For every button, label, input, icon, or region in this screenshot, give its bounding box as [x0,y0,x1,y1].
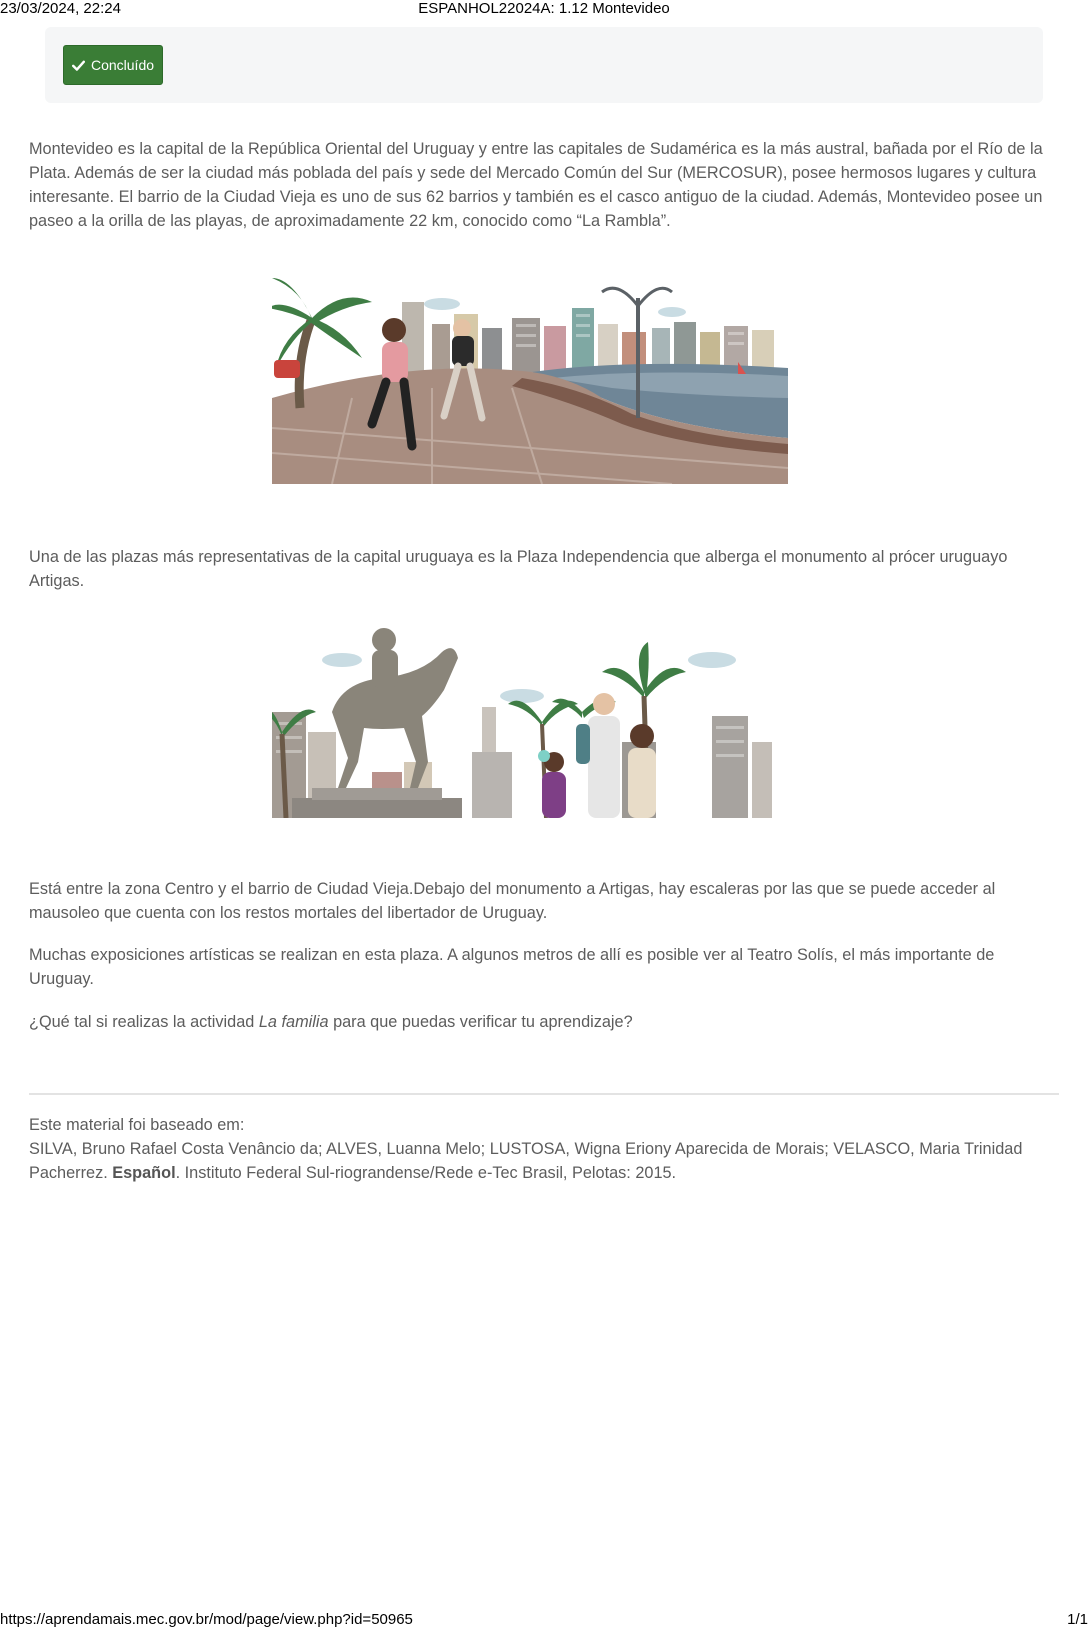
paragraph-intro [29,137,1059,233]
completed-label: Concluído [90,57,155,73]
paragraph-exhibitions [29,943,1059,991]
paragraph-location [29,877,1059,925]
completed-button[interactable] [63,45,163,85]
print-page-number: 1/1 [1067,1611,1088,1628]
plaza-independencia-illustration [272,612,788,818]
paragraph-text: Una de las plazas más representativas de la capital uruguaya es la Plaza Independencia que alberga el monumento al prócer uruguayo Artigas. [29,548,1008,590]
completion-panel [45,27,1043,103]
print-title: ESPANHOL22024A: 1.12 Montevideo [418,0,670,17]
reference-block [29,1113,1059,1185]
paragraph-plaza [29,545,1059,593]
print-url: https://aprendamais.mec.gov.br/mod/page/view.php?id=50965 [0,1611,413,1628]
reference-citation: SILVA, Bruno Rafael Costa Venâncio da; ALVES, Luanna Melo; LUSTOSA, Wigna Eriony Aparecida de Morais; VELASCO, Maria Trinidad Pacherrez. Español. Instituto Federal Sul-riograndense/Rede e-Tec Brasil, Pelotas: 2015. [29,1140,1023,1182]
paragraph-text: Muchas exposiciones artísticas se realizan en esta plaza. A algunos metros de allí es posible ver al Teatro Solís, el más importante de Uruguay. [29,946,995,988]
print-header [0,0,1088,18]
reference-intro: Este material foi baseado em: [29,1116,245,1134]
reference-book-title: Español [112,1164,176,1182]
check-icon [72,59,85,72]
activity-link[interactable]: La familia [258,1013,329,1031]
activity-prompt: ¿Qué tal si realizas la actividad La familia para que puedas verificar tu aprendizaje? [29,1013,633,1031]
paragraph-text: Montevideo es la capital de la República Oriental del Uruguay y entre las capitales de Sudamérica es la más austral, bañada por el Río de la Plata. Además de ser la ciudad más poblada del país y sede del Mercado Común del Sur (MERCOSUR), posee hermosos lugares y cultura interesante. El barrio de la Ciudad Vieja es uno de sus 62 barrios y también es el casco antiguo de la ciudad. Además, Montevideo posee un paseo a la orilla de las playas, de aproximadamente 22 km, conocido como “La Rambla”. [29,140,1043,230]
print-footer [0,1610,1088,1628]
paragraph-text: Está entre la zona Centro y el barrio de Ciudad Vieja.Debajo del monumento a Artigas, hay escaleras por las que se puede acceder al mausoleo que cuenta con los restos mortales del libertador de Uruguay. [29,880,996,922]
section-divider [29,1093,1059,1095]
rambla-illustration [272,278,788,484]
paragraph-activity [29,1010,1059,1034]
print-datetime: 23/03/2024, 22:24 [0,0,121,17]
